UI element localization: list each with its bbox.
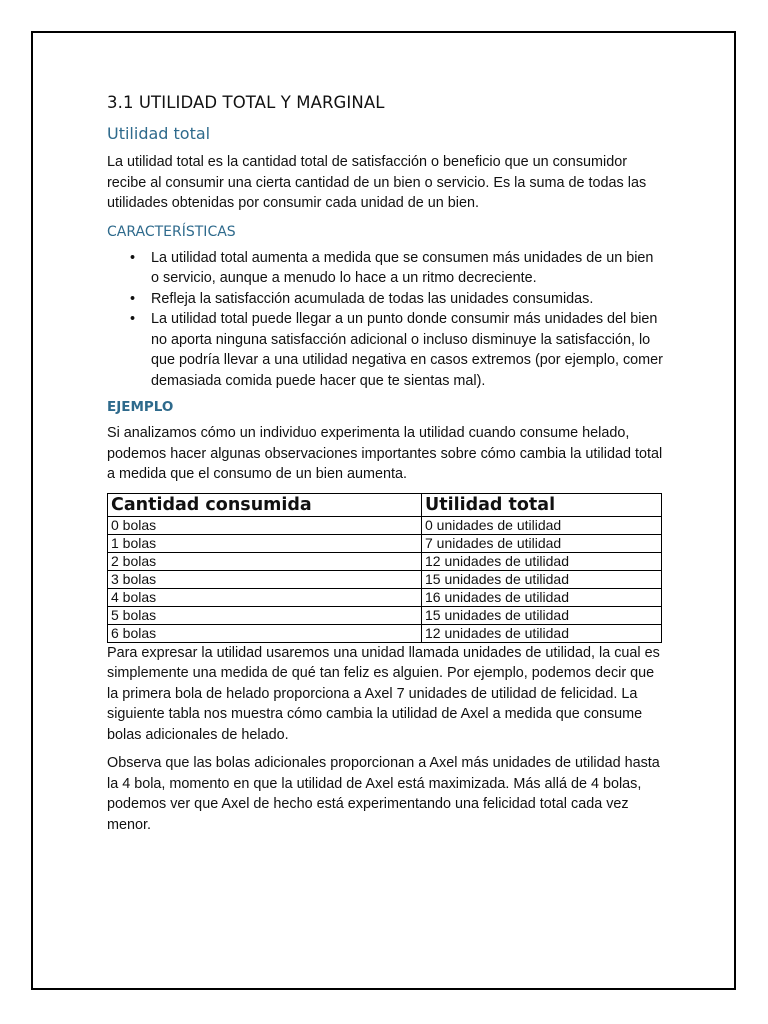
table-row: [108, 552, 662, 570]
document-page: [31, 31, 736, 990]
table-header-row: [108, 493, 662, 516]
characteristics-list: [107, 248, 663, 392]
table-row: [108, 516, 662, 534]
utility-cell: 15 unidades de utilidad: [422, 606, 662, 624]
quantity-cell: 6 bolas: [108, 624, 422, 642]
utility-cell: 7 unidades de utilidad: [422, 534, 662, 552]
example-heading: EJEMPLO: [107, 399, 174, 415]
quantity-cell: 3 bolas: [108, 570, 422, 588]
quantity-cell: 0 bolas: [108, 516, 422, 534]
utility-cell: 16 unidades de utilidad: [422, 588, 662, 606]
utility-cell: 0 unidades de utilidad: [422, 516, 662, 534]
utility-cell: 12 unidades de utilidad: [422, 552, 662, 570]
table-row: [108, 624, 662, 642]
characteristics-heading: CARACTERÍSTICAS: [107, 223, 236, 240]
explanation-paragraph: Para expresar la utilidad usaremos una unidad llamada unidades de utilidad, la cual es simplemente una medida de qué tan feliz es alguien. Por ejemplo, podemos decir que la primera bola de helado proporciona a Axel 7 unidades de utilidad de felicidad. La siguiente tabla nos muestra cómo cambia la utilidad de Axel a medida que consume bolas adicionales de helado.: [107, 644, 660, 743]
document-title: 3.1 UTILIDAD TOTAL Y MARGINAL: [107, 93, 385, 112]
utility-cell: 15 unidades de utilidad: [422, 570, 662, 588]
intro-paragraph: La utilidad total es la cantidad total de satisfacción o beneficio que un consumidor recibe al consumir una cierta cantidad de un bien o servicio. Es la suma de todas las utilidades obtenidas por consumir cada unidad de un bien.: [107, 154, 647, 211]
utility-table: [107, 493, 662, 643]
list-item: • Refleja la satisfacción acumulada de todas las unidades consumidas.: [151, 289, 663, 310]
quantity-cell: 2 bolas: [108, 552, 422, 570]
table-row: [108, 534, 662, 552]
utility-cell: 12 unidades de utilidad: [422, 624, 662, 642]
column-header-utility: Utilidad total: [422, 493, 662, 516]
quantity-cell: 1 bolas: [108, 534, 422, 552]
list-item: • La utilidad total puede llegar a un punto donde consumir más unidades del bien no aporta ninguna satisfacción adicional o incluso disminuye la satisfacción, lo que podría llevar a una utilidad negativa en casos extremos (por ejemplo, comer demasiada comida puede hacer que te sientas mal).: [151, 309, 663, 391]
list-item: • La utilidad total aumenta a medida que se consumen más unidades de un bien o servicio, aunque a menudo lo hace a un ritmo decreciente.: [151, 248, 663, 289]
conclusion-paragraph: Observa que las bolas adicionales proporcionan a Axel más unidades de utilidad hasta la 4 bola, momento en que la utilidad de Axel está maximizada. Más allá de 4 bolas, podemos ver que Axel de hecho está experimentando una felicidad total cada vez menor.: [107, 755, 660, 833]
quantity-cell: 5 bolas: [108, 606, 422, 624]
table-row: [108, 570, 662, 588]
table-row: [108, 588, 662, 606]
section-heading: Utilidad total: [107, 124, 211, 143]
example-intro-paragraph: Si analizamos cómo un individuo experimenta la utilidad cuando consume helado, podemos hacer algunas observaciones importantes sobre cómo cambia la utilidad total a medida que el consumo de un bien aumenta.: [107, 425, 663, 482]
table-row: [108, 606, 662, 624]
page-content: [107, 91, 663, 843]
quantity-cell: 4 bolas: [108, 588, 422, 606]
column-header-quantity: Cantidad consumida: [108, 493, 422, 516]
